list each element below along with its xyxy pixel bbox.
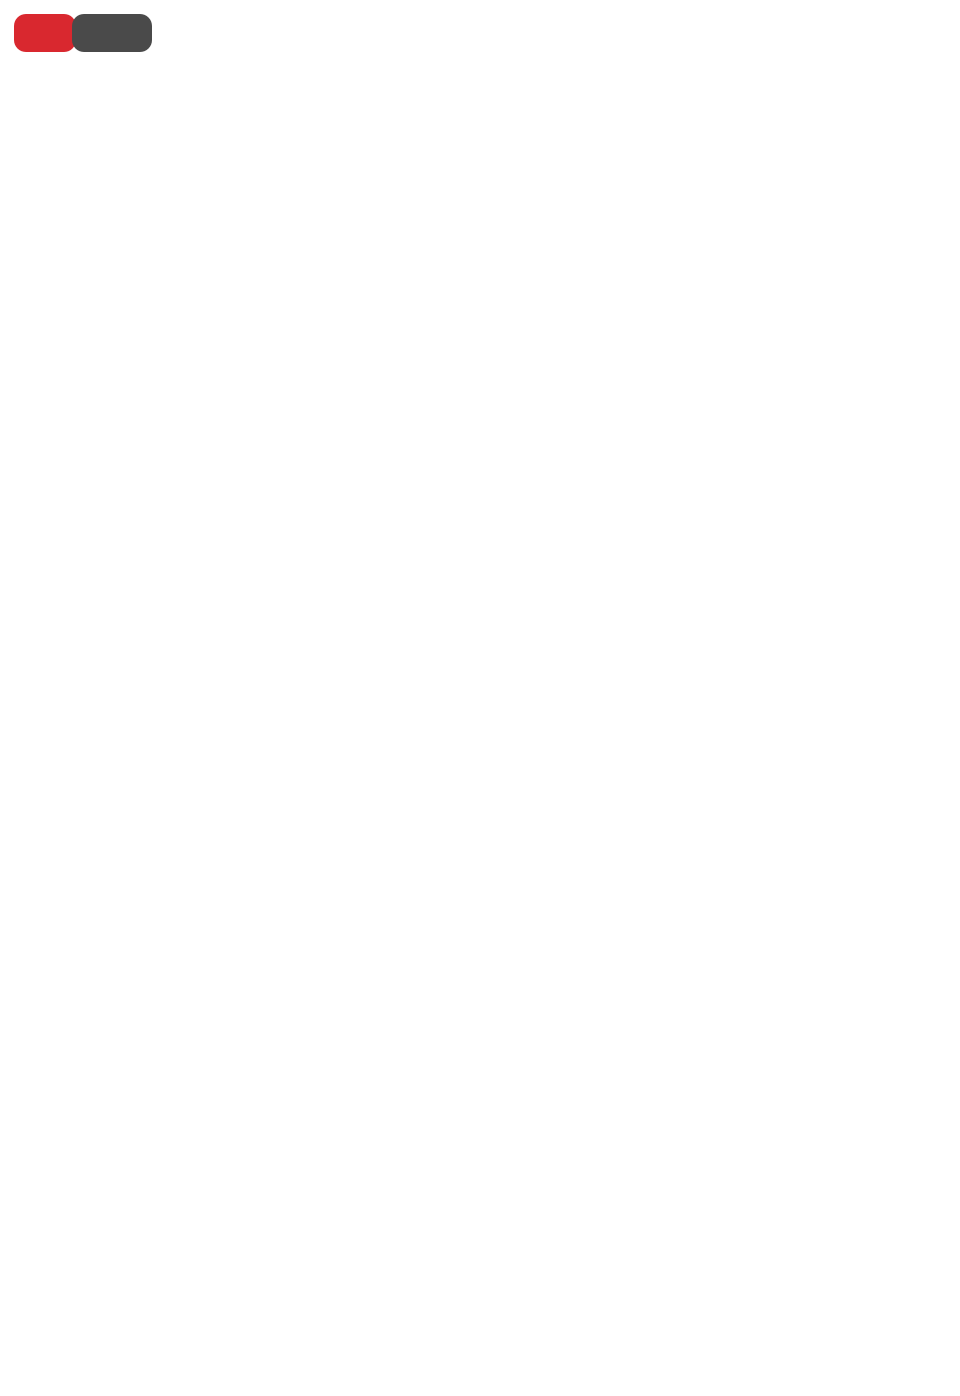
document-body (22, 80, 938, 90)
plfon-logo (14, 12, 152, 54)
